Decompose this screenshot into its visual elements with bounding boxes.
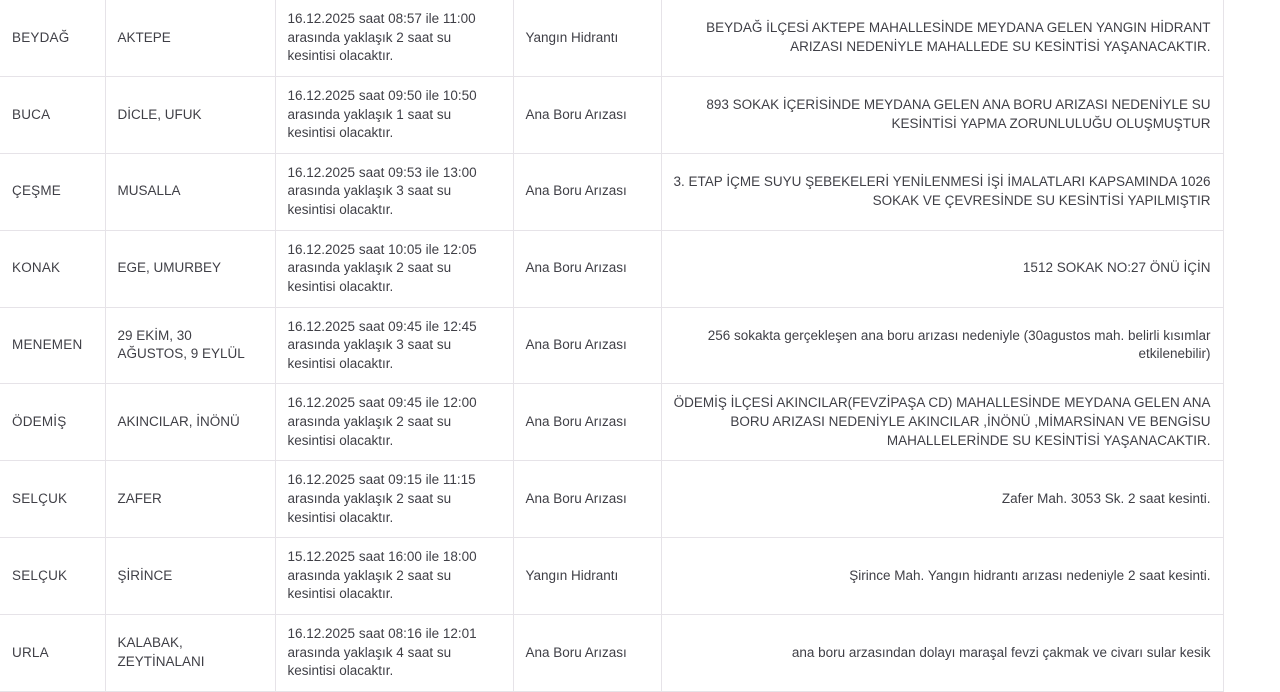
cell-neighborhoods: ZAFER [105, 461, 275, 538]
cell-neighborhoods: 29 EKİM, 30 AĞUSTOS, 9 EYLÜL [105, 307, 275, 384]
cell-description: 3. ETAP İÇME SUYU ŞEBEKELERİ YENİLENMESİ İŞİ İMALATLARI KAPSAMINDA 1026 SOKAK VE ÇEVRESİNDE SU KESİNTİSİ YAPILMIŞTIR [661, 153, 1223, 230]
cell-description: ana boru arzasından dolayı maraşal fevzi çakmak ve civarı sular kesik [661, 615, 1223, 692]
cell-description: BEYDAĞ İLÇESİ AKTEPE MAHALLESİNDE MEYDANA GELEN YANGIN HİDRANT ARIZASI NEDENİYLE MAHALLEDE SU KESİNTİSİ YAŞANACAKTIR. [661, 0, 1223, 76]
table-row [0, 307, 1223, 384]
cell-time: 16.12.2025 saat 09:53 ile 13:00 arasında yaklaşık 3 saat su kesintisi olacaktır. [275, 153, 513, 230]
cell-district: BUCA [0, 76, 105, 153]
cell-neighborhoods: ŞİRİNCE [105, 538, 275, 615]
cell-time: 16.12.2025 saat 09:15 ile 11:15 arasında yaklaşık 2 saat su kesintisi olacaktır. [275, 461, 513, 538]
cell-neighborhoods: AKINCILAR, İNÖNÜ [105, 384, 275, 461]
cell-time: 16.12.2025 saat 09:45 ile 12:00 arasında yaklaşık 2 saat su kesintisi olacaktır. [275, 384, 513, 461]
cell-description: ÖDEMİŞ İLÇESİ AKINCILAR(FEVZİPAŞA CD) MAHALLESİNDE MEYDANA GELEN ANA BORU ARIZASI NEDENİYLE AKINCILAR ,İNÖNÜ ,MİMARSİNAN VE BENGİSU MAHALLELERİNDE SU KESİNTİSİ YAŞANACAKTIR. [661, 384, 1223, 461]
cell-description: 893 SOKAK İÇERİSİNDE MEYDANA GELEN ANA BORU ARIZASI NEDENİYLE SU KESİNTİSİ YAPMA ZORUNLULUĞU OLUŞMUŞTUR [661, 76, 1223, 153]
table-row [0, 384, 1223, 461]
table-row [0, 153, 1223, 230]
cell-district: ÇEŞME [0, 153, 105, 230]
cell-reason: Ana Boru Arızası [513, 461, 661, 538]
cell-reason: Yangın Hidrantı [513, 538, 661, 615]
cell-reason: Ana Boru Arızası [513, 615, 661, 692]
cell-district: MENEMEN [0, 307, 105, 384]
table-row [0, 76, 1223, 153]
cell-neighborhoods: EGE, UMURBEY [105, 230, 275, 307]
cell-district: SELÇUK [0, 538, 105, 615]
table-row [0, 230, 1223, 307]
cell-description: 1512 SOKAK NO:27 ÖNÜ İÇİN [661, 230, 1223, 307]
table-row [0, 538, 1223, 615]
cell-reason: Ana Boru Arızası [513, 307, 661, 384]
cell-reason: Ana Boru Arızası [513, 76, 661, 153]
cell-neighborhoods: MUSALLA [105, 153, 275, 230]
cell-reason: Ana Boru Arızası [513, 384, 661, 461]
cell-neighborhoods: AKTEPE [105, 0, 275, 76]
cell-time: 15.12.2025 saat 16:00 ile 18:00 arasında yaklaşık 2 saat su kesintisi olacaktır. [275, 538, 513, 615]
cell-time: 16.12.2025 saat 09:50 ile 10:50 arasında yaklaşık 1 saat su kesintisi olacaktır. [275, 76, 513, 153]
cell-reason: Ana Boru Arızası [513, 153, 661, 230]
cell-time: 16.12.2025 saat 08:57 ile 11:00 arasında yaklaşık 2 saat su kesintisi olacaktır. [275, 0, 513, 76]
cell-district: ÖDEMİŞ [0, 384, 105, 461]
cell-district: BEYDAĞ [0, 0, 105, 76]
cell-district: SELÇUK [0, 461, 105, 538]
cell-neighborhoods: DİCLE, UFUK [105, 76, 275, 153]
cell-time: 16.12.2025 saat 09:45 ile 12:45 arasında yaklaşık 3 saat su kesintisi olacaktır. [275, 307, 513, 384]
table-row [0, 461, 1223, 538]
cell-district: URLA [0, 615, 105, 692]
cell-reason: Ana Boru Arızası [513, 230, 661, 307]
cell-neighborhoods: KALABAK, ZEYTİNALANI [105, 615, 275, 692]
cell-description: 256 sokakta gerçekleşen ana boru arızası nedeniyle (30agustos mah. belirli kısımlar etkilenebilir) [661, 307, 1223, 384]
cell-time: 16.12.2025 saat 08:16 ile 12:01 arasında yaklaşık 4 saat su kesintisi olacaktır. [275, 615, 513, 692]
table-row [0, 615, 1223, 692]
cell-time: 16.12.2025 saat 10:05 ile 12:05 arasında yaklaşık 2 saat su kesintisi olacaktır. [275, 230, 513, 307]
table-row [0, 0, 1223, 76]
cell-description: Şirince Mah. Yangın hidrantı arızası nedeniyle 2 saat kesinti. [661, 538, 1223, 615]
cell-district: KONAK [0, 230, 105, 307]
cell-description: Zafer Mah. 3053 Sk. 2 saat kesinti. [661, 461, 1223, 538]
cell-reason: Yangın Hidrantı [513, 0, 661, 76]
